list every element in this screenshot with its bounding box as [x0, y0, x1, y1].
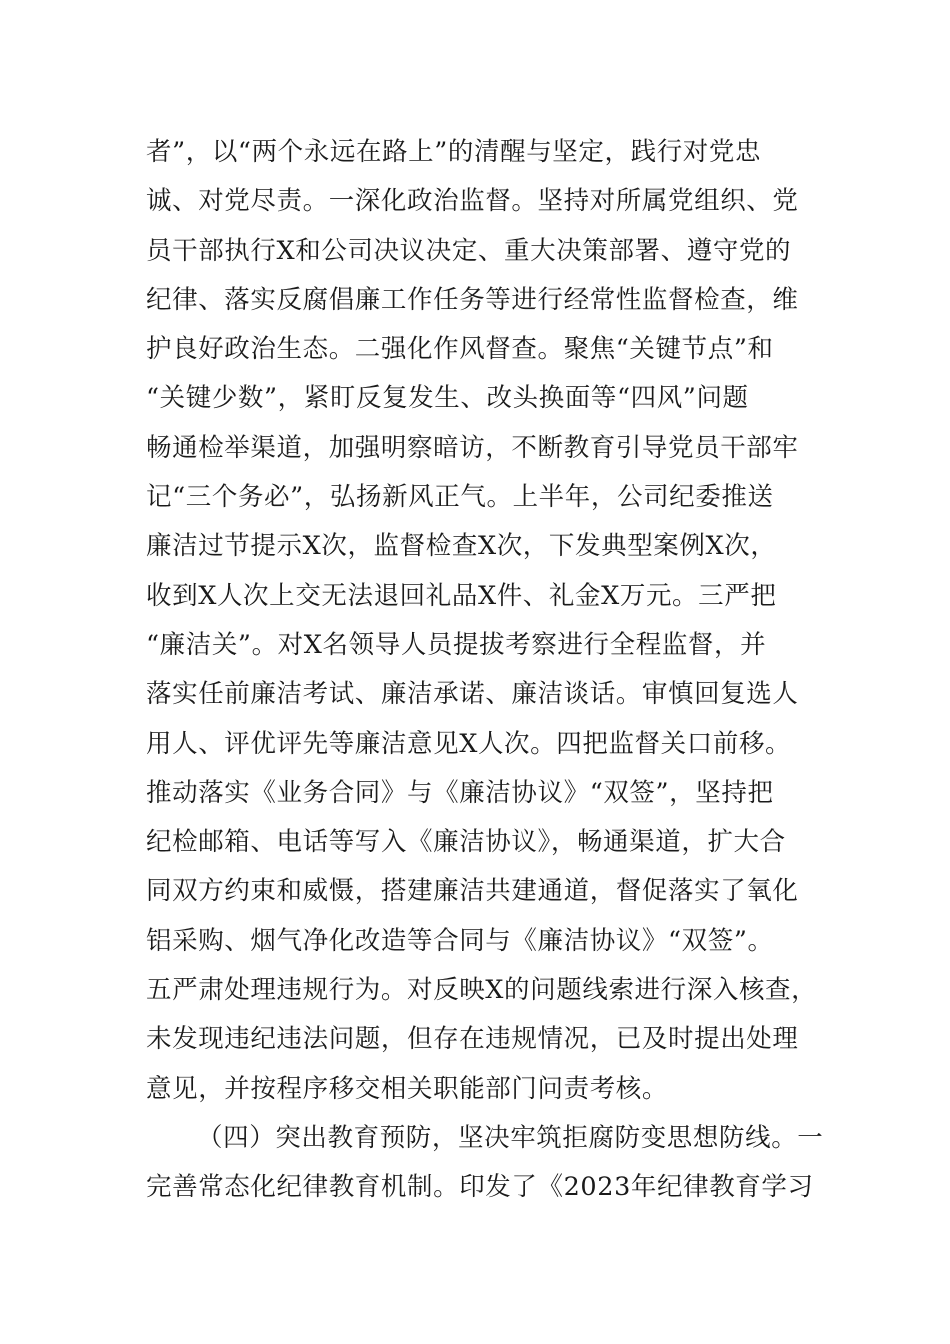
- text-line: 收到X人次上交无法退回礼品X件、礼金X万元。三严把: [146, 580, 777, 611]
- section-heading-line: （四）突出教育预防，坚决牢筑拒腐防变思想防线。一: [197, 1122, 824, 1153]
- text-line: 落实任前廉洁考试、廉洁承诺、廉洁谈话。审慎回复选人: [146, 679, 799, 710]
- text-line: 畅通检举渠道，加强明察暗访，不断教育引导党员干部牢: [146, 432, 799, 463]
- text-line: 员干部执行X和公司决议决定、重大决策部署、遵守党的: [146, 235, 792, 266]
- text-line: 纪律、落实反腐倡廉工作任务等进行经常性监督检查，维: [146, 284, 799, 315]
- text-line: 推动落实《业务合同》与《廉洁协议》“双签”，坚持把: [146, 777, 774, 808]
- text-line: 廉洁过节提示X次，监督检查X次，下发典型案例X次，: [146, 531, 777, 562]
- text-line: 记“三个务必”，弘扬新风正气。上半年，公司纪委推送: [146, 482, 774, 513]
- text-line: 意见，并按程序移交相关职能部门问责考核。: [146, 1073, 669, 1104]
- text-line: 五严肃处理违规行为。对反映X的问题线索进行深入核查，: [146, 975, 818, 1006]
- text-line: “关键少数”，紧盯反复发生、改头换面等“四风”问题: [146, 383, 749, 414]
- text-line: 未发现违纪违法问题，但存在违规情况，已及时提出处理: [146, 1024, 799, 1055]
- text-line: 铝采购、烟气净化改造等合同与《廉洁协议》“双签”。: [146, 925, 774, 956]
- text-line: 纪检邮箱、电话等写入《廉洁协议》，畅通渠道，扩大合: [146, 827, 786, 858]
- text-line: 完善常态化纪律教育机制。印发了《2023年纪律教育学习: [146, 1172, 814, 1203]
- body-text: [146, 128, 846, 1213]
- text-line: 护良好政治生态。二强化作风督查。聚焦“关键节点”和: [146, 334, 774, 365]
- text-line: 者”，以“两个永远在路上”的清醒与坚定，践行对党忠: [146, 137, 762, 167]
- text-line: 同双方约束和威慑，搭建廉洁共建通道，督促落实了氧化: [146, 876, 799, 907]
- text-line: “廉洁关”。对X名领导人员提拔考察进行全程监督，并: [146, 629, 767, 660]
- text-line: 诚、对党尽责。一深化政治监督。坚持对所属党组织、党: [146, 186, 799, 217]
- text-line: 用人、评优评先等廉洁意见X人次。四把监督关口前移。: [146, 728, 792, 759]
